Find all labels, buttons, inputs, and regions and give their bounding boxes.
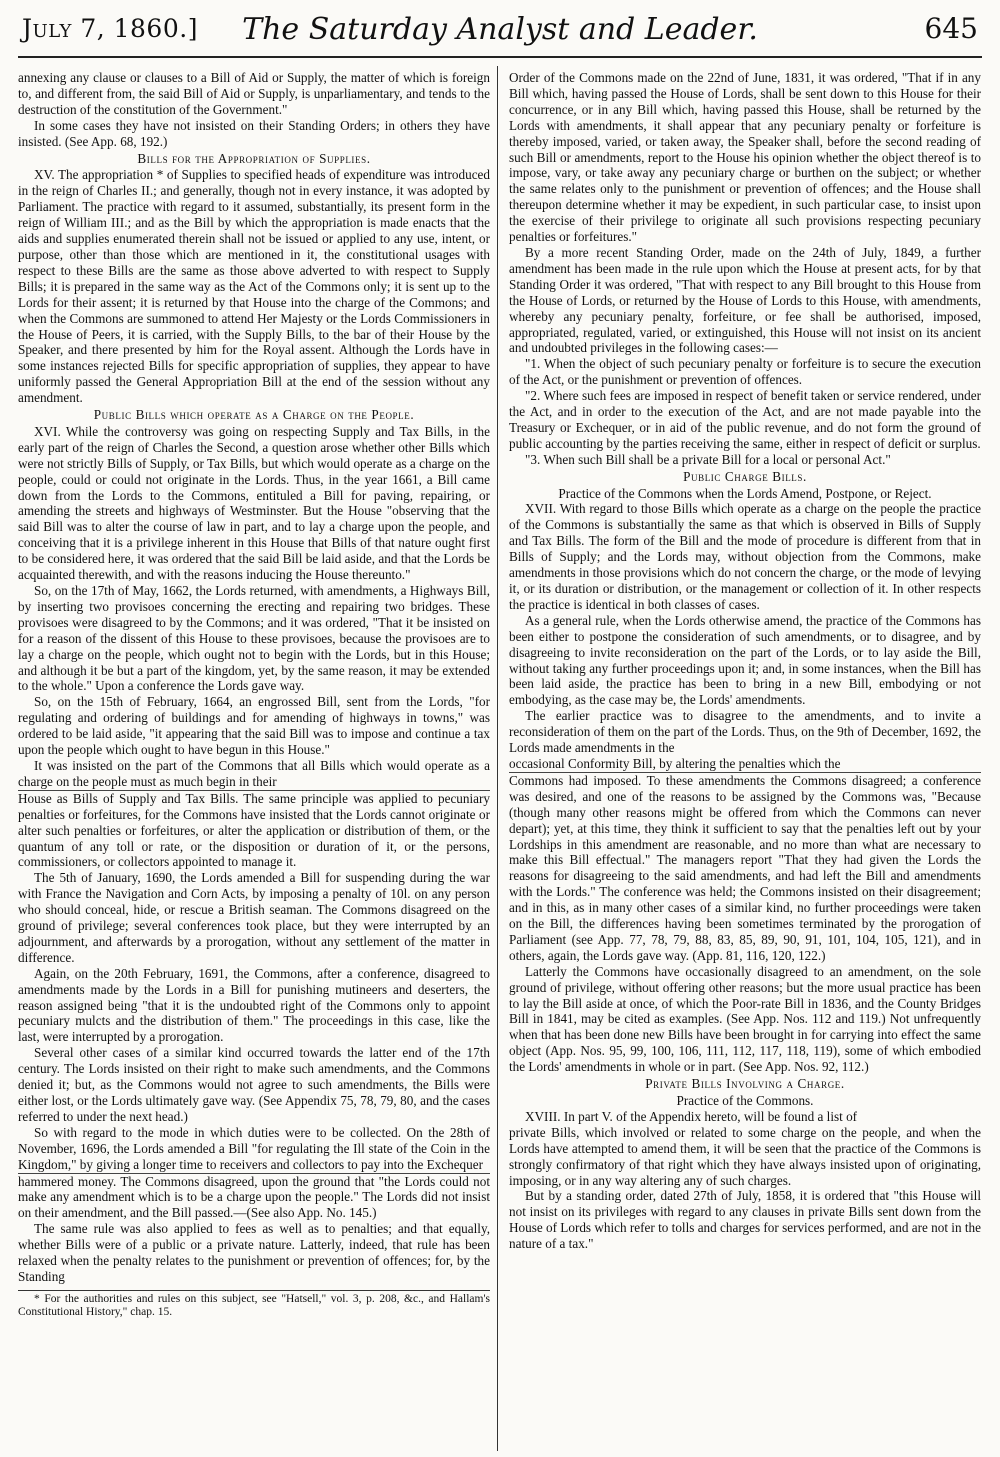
page-number: 645 [924,12,978,45]
paragraph: The earlier practice was to disagree to the amendments, and to invite a reconsideration of them on the part of the Lords. Thus, on the 9th of December, 1692, the Lords made amendments in the [509,708,981,756]
paragraph: private Bills, which involved or related to some charge on the people, and when the Lords have attempted to amend them, it will be seen that the practice of the Commons is strongly confirmatory of that right which they have always insisted upon of originating, imposing, or in any way altering any of such charges. [509,1124,981,1188]
paragraph: Latterly the Commons have occasionally disagreed to an amendment, on the sole ground of privilege, without offering other reasons; but the more usual practice has been to lay the Bill aside at once, of which the Poor-rate Bill in 1836, and the County Bridges Bill in 1841, may be cited as examples. (See App. Nos. 112 and 119.) Not unfrequently when that has been done new Bills have been brought in for carrying into effect the same object (App. Nos. 95, 99, 100, 106, 111, 112, 117, 118, 119), some of which embodied the Lords' amendments in whole or in part. (See App. Nos. 92, 112.) [509,963,981,1075]
header-date: July 7, 1860.] [22,14,198,43]
paragraph: hammered money. The Commons disagreed, upon the ground that "the Lords could not make any amendment which is to be a charge upon the people." The Lords did not insist on their amendment, and the Bill passed.—(See also App. No. 145.) [18,1173,490,1221]
paragraph: But by a standing order, dated 27th of July, 1858, it is ordered that "this House will not insist on its privileges with regard to any clauses in private Bills sent down from the House of Lords which refer to tolls and charges for services performed, and are not in the nature of a tax." [509,1188,981,1252]
paragraph: House as Bills of Supply and Tax Bills. The same principle was applied to pecuniary penalties or forfeitures, for the Commons have insisted that the Lords cannot originate or alter such penalties or forfeitures, or alter the application or distribution of them, or the quantum of any toll or rate, or the disposition or duration of it, or the persons, commissioners, or collectors appointed to manage it. [18,790,490,870]
section-subheading: Practice of the Commons. [676,1093,814,1108]
paragraph: Again, on the 20th February, 1691, the Commons, after a conference, disagreed to amendments made by the Lords in a Bill for punishing mutineers and deserters, the reason assigned being "that it is the undoubted right of the Commons only to appoint pecuniary mulcts and the distribution of them." The proceedings in this case, like the last, were interrupted by a prorogation. [18,965,490,1045]
column-divider [497,66,498,1451]
paragraph: "2. Where such fees are imposed in respect of benefit taken or service rendered, under the Act, and in order to the execution of the Act, and are not made payable into the Treasury or Exchequer, or in aid of the public revenue, and do not form the ground of public accounting by the parties receiving the same, either in respect of deficit or surplus. [509,388,981,451]
paragraph: So with regard to the mode in which duties were to be collected. On the 28th of November, 1696, the Lords amended a Bill "for regulating the Ill state of the Coin in the Kingdom," by giving a longer time to receivers and collectors to pay into the Exchequer [18,1124,490,1172]
paragraph: So, on the 15th of February, 1664, an engrossed Bill, sent from the Lords, "for regulating and ordering of buildings and for amending of highways in towns," was ordered to be laid aside, "it appearing that the said Bill was to impose and continue a tax upon the people which ought to have begun in this House." [18,694,490,758]
left-column [18,70,490,1453]
paragraph: XVII. With regard to those Bills which operate as a charge on the people the practice of the Commons is substantially the same as that which is observed in Bills of Supply and Tax Bills. The form of the Bill and the mode of procedure is different from that in Bills of Supply; and the Lords may, without objection from the Commons, make amendments in those provisions which do not concern the charge, or the mode of levying it, or its duration or distribution, or the management or collection of it. In other respects the practice is identical in both classes of cases. [509,501,981,612]
right-column [509,70,981,1453]
paragraph: "1. When the object of such pecuniary penalty or forfeiture is to secure the execution of the Act, or the punishment or prevention of offences. [509,356,981,388]
paragraph: Order of the Commons made on the 22nd of June, 1831, it was ordered, "That if in any Bill which, having passed the House of Lords, shall be sent down to this House for their concurrence, or in any Bill which, having passed this House, shall be returned by the Lords with amendments, it shall appear that any pecuniary penalty or forfeiture is thereby imposed, varied, or taken away, the Speaker shall, before the second reading of such Bill or amendments, report to the House his opinion whether the object thereof is to impose, vary, or take away any pecuniary charge or burthen on the subject; or whether the same relates only to the punishment or prevention of offences; and the House shall thereupon determine whether it may be expedient, in such particular case, to insist upon the exercise of their privilege to originate all such provisions respecting pecuniary penalties or forfeitures." [509,70,981,245]
page-header [18,4,982,58]
paragraph: In some cases they have not insisted on their Standing Orders; in others they have insisted. (See App. 68, 192.) [18,117,490,149]
paragraph: The 5th of January, 1690, the Lords amended a Bill for suspending during the war with France the Navigation and Corn Acts, by imposing a penalty of 10l. on any person who should conceal, hide, or rescue a British seaman. The Commons disagreed on the ground of privilege; several conferences took place, but they were interrupted by an adjournment, and afterwards by a prorogation, without any settlement of the matter in difference. [18,870,490,965]
paragraph: annexing any clause or clauses to a Bill of Aid or Supply, the matter of which is foreign to, and different from, the said Bill of Aid or Supply, is unparliamentary, and tends to the destruction of the constitution of the Government." [18,70,490,117]
paragraph: As a general rule, when the Lords otherwise amend, the practice of the Commons has been either to postpone the consideration of such amendments, or to disagree, and by disagreeing to invite reconsideration on the part of the Lords, or to lay aside the Bill, without taking any further proceedings upon it; and, in some instances, when the Bill has been laid aside, the practice has been to bring in a new Bill, embodying or not embodying, as the case may be, the Lords' amendments. [509,612,981,708]
paragraph: occasional Conformity Bill, by altering the penalties which the [509,755,841,771]
section-heading: Bills for the Appropriation of Supplies. [137,150,371,166]
paragraph: Commons had imposed. To these amendments the Commons disagreed; a conference was desired, and one of the reasons to be assigned by the Commons was, "Because (though many other reasons might be offered from which the Commons can never depart); yet, at this time, they think it sufficient to say that the penalties left out by your Lordships in this amendment are reasonable, and no more than what are necessary to make this Bill effectual." The managers report "That they had given the Lords the reasons for disagreeing to the said amendments, and had left the Bill and amendments with the Lords." The conference was held; the Commons insisted on their disagreement; and in this, as in many other cases of a similar kind, no further proceedings were taken on the Bill, the differences having been sometimes terminated by the prorogation of Parliament (see App. 77, 78, 79, 88, 83, 85, 89, 90, 91, 101, 104, 105, 121), and in others, again, the Lords gave way. (App. 81, 116, 120, 122.) [509,772,981,963]
paragraph: XVI. While the controversy was going on respecting Supply and Tax Bills, in the early part of the reign of Charles the Second, a question arose whether other Bills which were not strictly Bills of Supply, or Tax Bills, but which would operate as a charge on the people, could or could not originate in the Lords. Thus, in the year 1661, a Bill came down from the Lords to the Commons, entituled a Bill for paving, repairing, or amending the streets and highways of Westminster. But the House "observing that the said Bill was to alter the course of law in part, and to lay a charge upon the people, and conceiving that it is a privilege inherent in this House that Bills of that nature ought first to be considered here, it was ordered that the said Bill be laid aside, and that the Lords be acquainted therewith, and with the reasons inducing the House thereunto." [18,423,490,583]
section-heading: Public Bills which operate as a Charge on the People. [93,407,415,423]
footnote-rule [18,1290,490,1291]
paragraph: So, on the 17th of May, 1662, the Lords returned, with amendments, a Highways Bill, by inserting two provisoes concerning the erecting and repairing two bridges. These provisoes were disagreed to by the Commons; and it was ordered, "That it be insisted on for a reason of the dissent of this House to these provisoes, because the provisoes are to lay a charge on the people, which ought not to begin with the Lords, but in this House; and although it be but a part of the kingdom, yet, by the same reason, it may be extended to the whole." Upon a conference the Lords gave way. [18,583,490,694]
paragraph: XV. The appropriation * of Supplies to specified heads of expenditure was introduced in the reign of Charles II.; and generally, though not in every instance, it was adopted by Parliament. The practice with regard to it assumed, substantially, its present form in the reign of William III.; and as the Bill by which the appropriation is made enacts that the aids and supplies enumerated therein shall not be issued or applied to any use, intent, or purpose, other than those which are mentioned in it, the constitutional usages with respect to these Bills are the same as those above adverted to with respect to Supply Bills; it is prepared in the same way as the Act of the Commons only; it is sent up to the Lords for their assent; it is returned by that House into the charge of the Commons; and when the Commons are summoned to attend Her Majesty or the Lords Commissioners in the House of Peers, it is carried, with the Supply Bills, to the bar of their House by the Speaker, and there presented by him for the Royal assent. Although the Lords have in some instances rejected Bills for specific appropriation of supplies, they appear to have uniformly passed the General Appropriation Bill at the end of the session without any amendment. [18,167,490,406]
section-subheading: Practice of the Commons when the Lords Amend, Postpone, or Reject. [558,485,932,501]
paragraph: The same rule was also applied to fees as well as to penalties; and that equally, whether Bills were of a public or a private nature. Latterly, indeed, that rule has been relaxed when the penalty relates to the punishment or prevention of offences; for, by the Standing [18,1221,490,1284]
section-heading: Private Bills Involving a Charge. [645,1076,845,1092]
footnote: * For the authorities and rules on this subject, see "Hatsell," vol. 3, p. 208, &c., and Hallam's Constitutional History," chap. 15. [18,1292,490,1318]
publication-title: The Saturday Analyst and Leader. [242,12,758,47]
paragraph: Several other cases of a similar kind occurred towards the latter end of the 17th century. The Lords insisted on their right to make such amendments, and the Commons denied it; but, as the Commons would not agree to such amendments, the Bills were either lost, or the Lords ultimately gave way. (See Appendix 75, 78, 79, 80, and the cases referred to under the next head.) [18,1045,490,1124]
paragraph: "3. When such Bill shall be a private Bill for a local or personal Act." [525,451,891,467]
paragraph: By a more recent Standing Order, made on the 24th of July, 1849, a further amendment has been made in the rule upon which the House at present acts, for by that Standing Order it was ordered, "That with respect to any Bill brought to this House from the House of Lords, or returned by the House of Lords to this House, with amendments, whereby any pecuniary penalty, forfeiture, or fee shall be authorised, imposed, appropriated, regulated, varied, or extinguished, this House will not insist on its ancient and undoubted privileges in the following cases:— [509,244,981,356]
paragraph: It was insisted on the part of the Commons that all Bills which would operate as a charge on the people must as much begin in their [18,757,490,789]
section-heading: Public Charge Bills. [683,468,807,484]
paragraph: XVIII. In part V. of the Appendix hereto, will be found a list of [525,1108,858,1124]
